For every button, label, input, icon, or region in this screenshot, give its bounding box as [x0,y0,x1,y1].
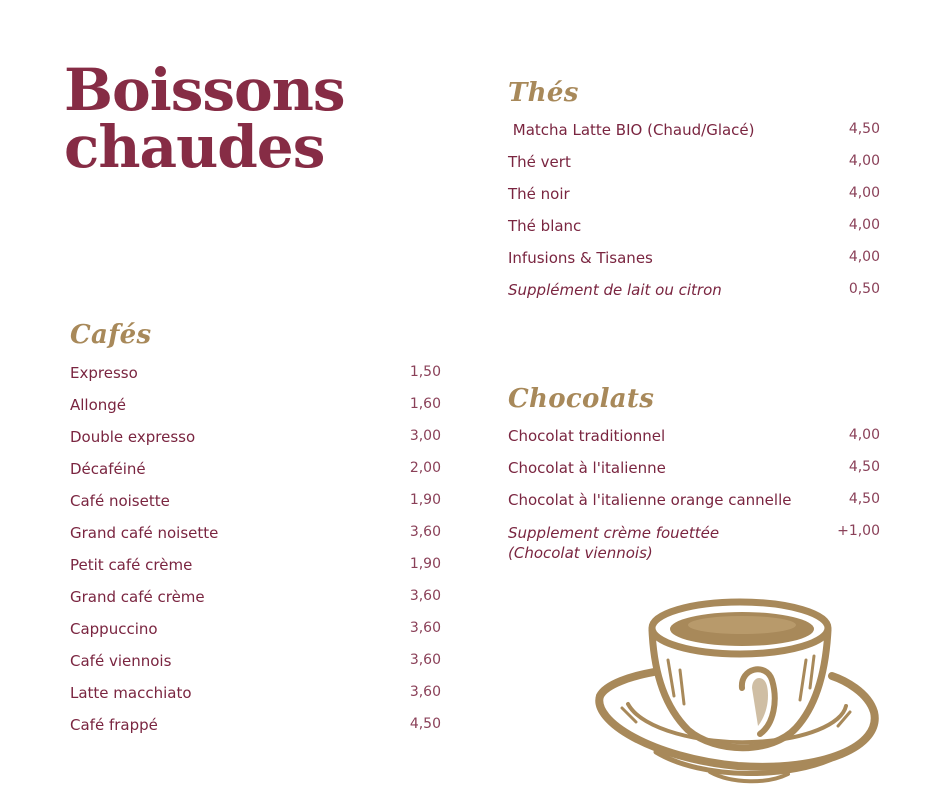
page-title [64,56,424,181]
menu-item: Thé vert 4,00 [508,153,880,171]
chocolats-heading: Chocolats [508,384,655,414]
cafes-list [70,364,441,748]
title-line-2: chaudes [64,113,325,181]
menu-item: Chocolat à l'italienne orange cannelle 4,50 [508,491,880,509]
menu-item: Café viennois 3,60 [70,652,441,670]
title-line-1: Boissons [64,56,345,124]
menu-item-supplement: Supplement crème fouettée (Chocolat viennois) +1,00 [508,523,880,562]
menu-item: Latte macchiato 3,60 [70,684,441,702]
coffee-cup-icon [592,596,884,786]
menu-item: Allongé 1,60 [70,396,441,414]
menu-item: Double expresso 3,00 [70,428,441,446]
menu-item: Matcha Latte BIO (Chaud/Glacé) 4,50 [508,121,880,139]
menu-item: Café noisette 1,90 [70,492,441,510]
thes-list [508,121,880,313]
thes-heading: Thés [508,78,579,108]
menu-item: Petit café crème 1,90 [70,556,441,574]
menu-item: Chocolat à l'italienne 4,50 [508,459,880,477]
menu-item: Expresso 1,50 [70,364,441,382]
menu-item: Café frappé 4,50 [70,716,441,734]
menu-item: Infusions & Tisanes 4,00 [508,249,880,267]
menu-item: Décaféiné 2,00 [70,460,441,478]
menu-item: Chocolat traditionnel 4,00 [508,427,880,445]
menu-item: Cappuccino 3,60 [70,620,441,638]
menu-item: Thé noir 4,00 [508,185,880,203]
menu-item: Grand café noisette 3,60 [70,524,441,542]
menu-item: Grand café crème 3,60 [70,588,441,606]
cafes-heading: Cafés [70,320,152,350]
menu-item-supplement: Supplément de lait ou citron 0,50 [508,281,880,299]
menu-item: Thé blanc 4,00 [508,217,880,235]
chocolats-list [508,427,880,563]
